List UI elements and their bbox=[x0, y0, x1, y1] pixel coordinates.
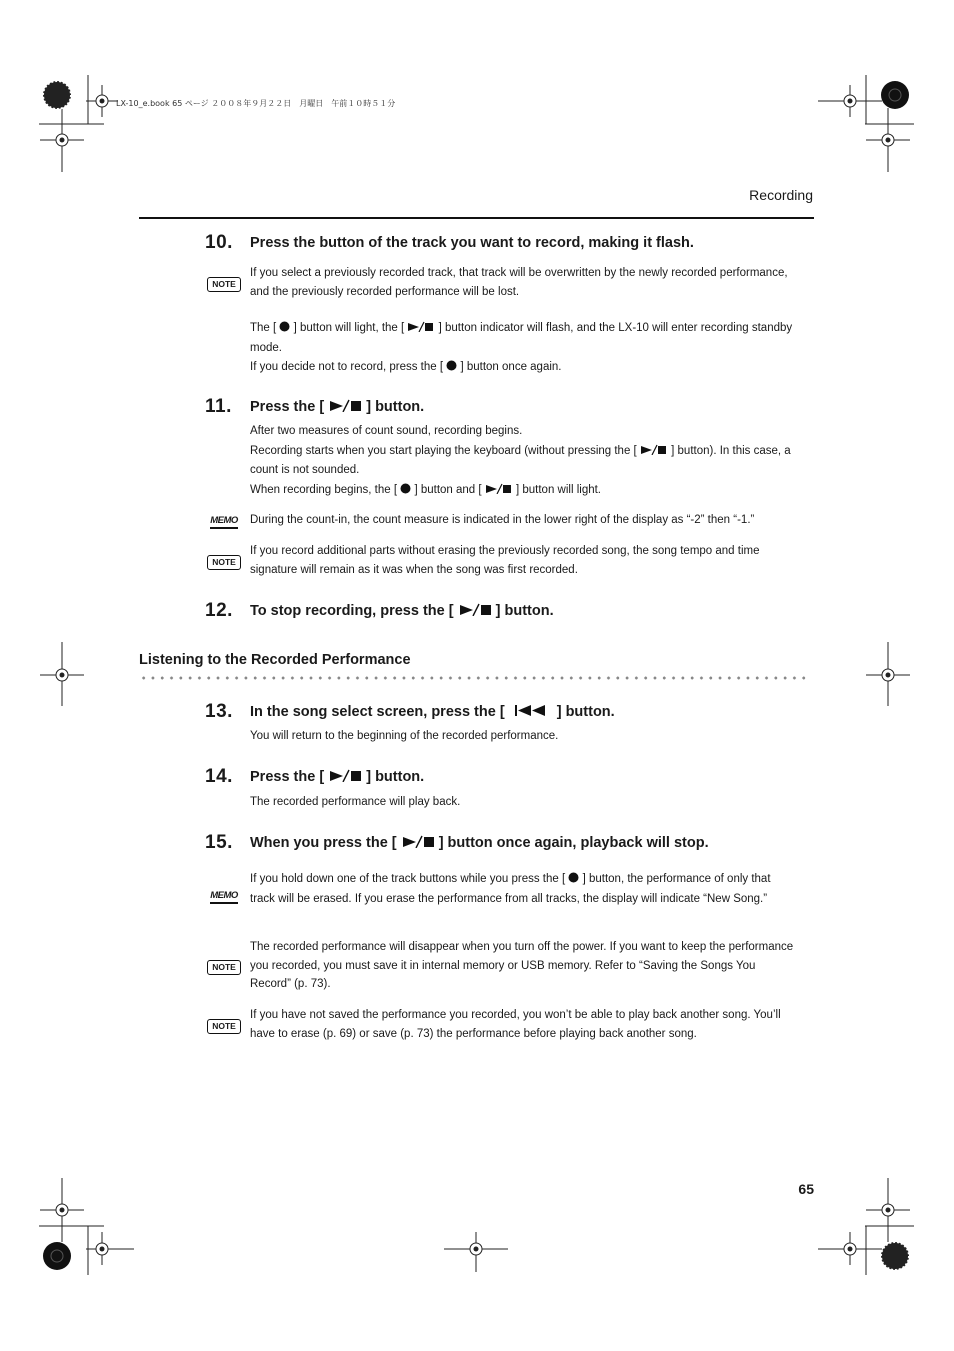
section-heading: Listening to the Recorded Performance bbox=[139, 652, 411, 668]
note-icon: NOTE bbox=[207, 1019, 241, 1034]
step-number: 15. bbox=[205, 832, 233, 853]
step-title bbox=[250, 603, 554, 620]
step-15-note-2 bbox=[250, 1006, 798, 1043]
text-run: ] button. bbox=[366, 769, 425, 785]
step-number: 10. bbox=[205, 232, 233, 253]
text-run: Press the [ bbox=[250, 769, 325, 785]
play-stop-icon bbox=[485, 482, 513, 501]
step-11-memo bbox=[250, 511, 798, 530]
print-info-line: LX-10_e.book 65 ページ ２００８年９月２２日 月曜日 午前１０時５１分 bbox=[116, 99, 396, 108]
text-run: ] button and [ bbox=[414, 483, 482, 496]
step-title bbox=[250, 399, 424, 416]
paragraph: You will return to the beginning of the recorded performance. bbox=[250, 730, 559, 742]
text-run: ] button will light. bbox=[515, 483, 601, 496]
text-run: ] button, the performance of only that track will be erased. If you erase the performance from all tracks, the display will indicate “New Song.” bbox=[250, 873, 771, 905]
text-run: ] button once again. bbox=[460, 361, 562, 373]
page-number: 65 bbox=[798, 1181, 814, 1197]
text-run: When you press the [ bbox=[250, 835, 397, 851]
play-stop-icon bbox=[407, 320, 435, 339]
step-15-memo bbox=[250, 870, 798, 908]
note-icon: NOTE bbox=[207, 555, 241, 570]
dotted-divider bbox=[139, 676, 807, 680]
memo-text bbox=[250, 870, 798, 908]
step-15-note-1 bbox=[250, 938, 798, 994]
note-text: If you select a previously recorded track, that track will be overwritten by the newly recorded performance, and the previously recorded performance will be lost. bbox=[250, 267, 788, 298]
note-text: If you record additional parts without erasing the previously recorded song, the song tempo and time signature will remain as it was when the song was first recorded. bbox=[250, 545, 760, 576]
memo-icon: MEMO bbox=[207, 889, 241, 903]
text-run: ] button. bbox=[495, 603, 554, 619]
note-text: The recorded performance will disappear when you turn off the power. If you want to keep the performance you recorded, you must save it in internal memory or USB memory. Refer to “Saving the Songs You Record” (p. 73). bbox=[250, 941, 794, 990]
paragraph bbox=[250, 442, 798, 480]
rec-icon bbox=[568, 871, 579, 890]
rec-icon bbox=[279, 320, 290, 339]
note-text: If you have not saved the performance you recorded, you won’t be able to play back another song. You’ll have to erase (p. 69) or save (p. 73) the performance before playing back another song. bbox=[250, 1009, 781, 1040]
play-stop-icon bbox=[640, 443, 668, 462]
memo-icon: MEMO bbox=[207, 514, 241, 528]
text-run: ] button indicator will flash, and the LX-10 will enter recording standby mode. bbox=[250, 322, 793, 354]
step-title bbox=[250, 704, 615, 721]
paragraph bbox=[250, 481, 798, 501]
step-number: 11. bbox=[205, 396, 232, 417]
step-11-body bbox=[250, 422, 798, 500]
step-number: 14. bbox=[205, 766, 233, 787]
note-icon: NOTE bbox=[207, 277, 241, 292]
step-title bbox=[250, 835, 709, 852]
paragraph bbox=[250, 358, 798, 378]
step-title bbox=[250, 769, 424, 786]
text-run: Recording starts when you start playing the keyboard (without pressing the [ bbox=[250, 444, 637, 457]
step-10-note bbox=[250, 264, 798, 301]
text-run: In the song select screen, press the [ bbox=[250, 704, 505, 720]
step-10-body bbox=[250, 319, 798, 378]
step-14-body bbox=[250, 793, 798, 812]
text-run: ] button). In this case, a count is not sounded. bbox=[250, 444, 791, 476]
step-13-body bbox=[250, 727, 798, 746]
step-title: Press the button of the track you want to record, making it flash. bbox=[250, 235, 694, 251]
rec-icon bbox=[446, 359, 457, 378]
paragraph: After two measures of count sound, recording begins. bbox=[250, 425, 523, 437]
play-stop-icon bbox=[328, 769, 362, 786]
text-run: ] button. bbox=[556, 704, 615, 720]
step-11-note bbox=[250, 542, 798, 579]
memo-text: During the count-in, the count measure is indicated in the lower right of the display as “-2” then “-1.” bbox=[250, 514, 755, 526]
play-stop-icon bbox=[328, 399, 362, 416]
reset-icon bbox=[509, 704, 553, 721]
text-run: To stop recording, press the [ bbox=[250, 603, 454, 619]
text-run: ] button. bbox=[366, 399, 425, 415]
note-icon: NOTE bbox=[207, 960, 241, 975]
text-run: Press the [ bbox=[250, 399, 325, 415]
text-run: ] button once again, playback will stop. bbox=[438, 835, 709, 851]
text-run: The [ bbox=[250, 322, 277, 334]
running-header: Recording bbox=[749, 187, 813, 203]
play-stop-icon bbox=[401, 835, 435, 852]
paragraph: The recorded performance will play back. bbox=[250, 796, 461, 808]
rec-icon bbox=[400, 482, 411, 501]
paragraph bbox=[250, 319, 798, 357]
step-number: 12. bbox=[205, 600, 233, 621]
step-number: 13. bbox=[205, 701, 233, 722]
text-run: When recording begins, the [ bbox=[250, 483, 398, 496]
play-stop-icon bbox=[458, 603, 492, 620]
text-run: If you decide not to record, press the [ bbox=[250, 361, 444, 373]
header-rule bbox=[139, 217, 814, 219]
text-run: If you hold down one of the track buttons while you press the [ bbox=[250, 873, 566, 885]
text-run: ] button will light, the [ bbox=[293, 322, 405, 334]
